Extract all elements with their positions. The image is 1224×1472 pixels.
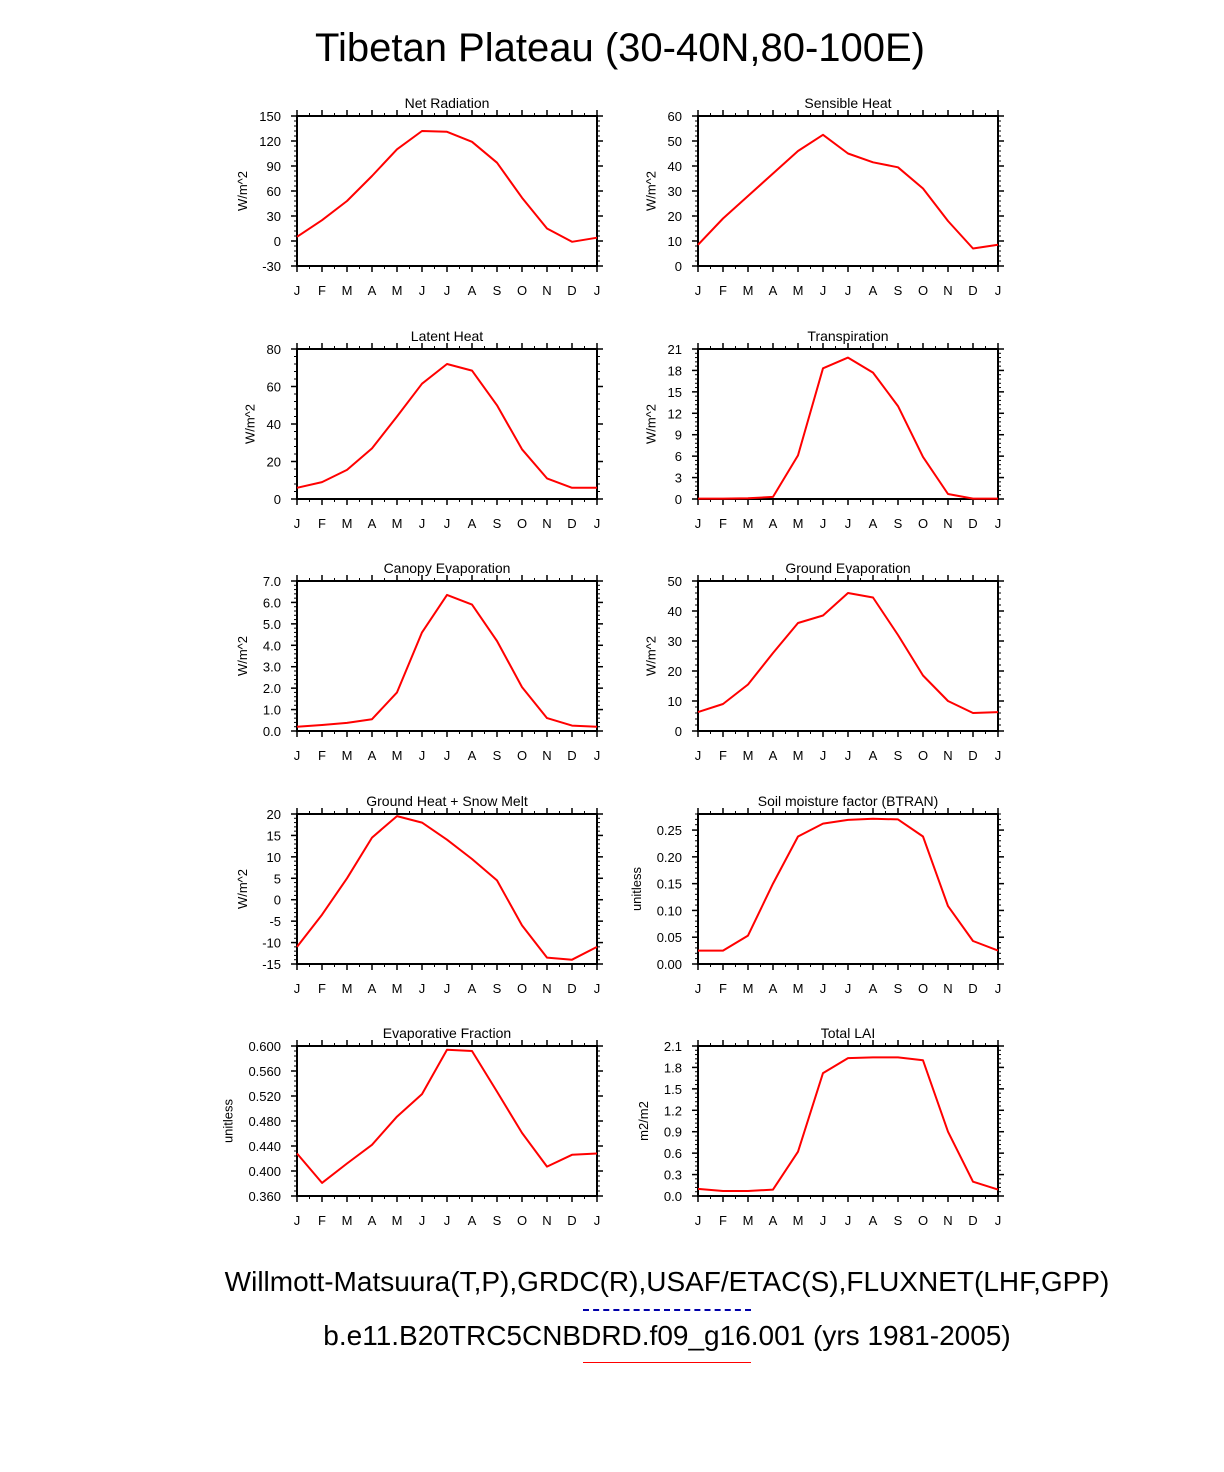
- y-tick-label: 0.20: [656, 849, 682, 865]
- y-tick-label: 0.3: [663, 1167, 682, 1183]
- x-tick-label: D: [567, 516, 577, 531]
- y-axis-label: W/m^2: [643, 170, 659, 212]
- plot-frame: [698, 349, 998, 499]
- x-tick-label: D: [968, 1213, 978, 1228]
- x-tick-label: D: [968, 748, 978, 763]
- panel-title: Total LAI: [820, 1025, 876, 1041]
- y-tick-label: 20: [667, 664, 682, 679]
- x-tick-label: O: [917, 981, 929, 996]
- x-tick-label: S: [492, 1213, 502, 1228]
- x-tick-label: N: [943, 1213, 953, 1228]
- y-tick-label: 30: [667, 184, 682, 199]
- x-tick-label: J: [994, 283, 1002, 298]
- x-tick-label: F: [719, 748, 727, 763]
- y-tick-label: 60: [266, 184, 281, 199]
- x-tick-label: J: [443, 516, 451, 531]
- plot-frame: [297, 349, 597, 499]
- series-line: [297, 1050, 597, 1183]
- y-tick-label: 3: [674, 470, 682, 486]
- y-tick-label: 0: [674, 724, 682, 739]
- x-tick-label: O: [917, 283, 929, 298]
- x-tick-label: A: [367, 1213, 377, 1228]
- y-axis-label: W/m^2: [235, 170, 251, 212]
- y-axis-label: W/m^2: [235, 635, 251, 677]
- x-tick-label: J: [293, 748, 301, 763]
- x-tick-label: M: [742, 283, 754, 298]
- x-tick-label: M: [391, 283, 403, 298]
- panel-title: Sensible Heat: [804, 95, 892, 111]
- x-tick-label: J: [694, 516, 702, 531]
- x-tick-label: J: [593, 981, 601, 996]
- panel-title: Soil moisture factor (BTRAN): [757, 793, 939, 809]
- x-tick-label: F: [719, 981, 727, 996]
- y-tick-label: 0.9: [663, 1124, 682, 1140]
- x-tick-label: M: [792, 516, 804, 531]
- x-tick-label: M: [391, 1213, 403, 1228]
- panel-title: Latent Heat: [410, 328, 484, 344]
- x-tick-label: O: [917, 748, 929, 763]
- y-tick-label: 0.440: [248, 1139, 281, 1154]
- y-axis-label: W/m^2: [643, 403, 659, 445]
- series-line: [698, 1057, 998, 1191]
- panel-title: Net Radiation: [404, 95, 490, 111]
- x-tick-label: J: [694, 981, 702, 996]
- x-tick-label: S: [893, 748, 903, 763]
- y-tick-label: 30: [667, 634, 682, 649]
- x-tick-label: A: [467, 283, 477, 298]
- y-tick-label: 1.8: [663, 1060, 682, 1076]
- x-tick-label: S: [492, 748, 502, 763]
- x-tick-label: M: [341, 981, 353, 996]
- x-tick-label: M: [792, 283, 804, 298]
- y-tick-label: 15: [667, 384, 682, 400]
- y-tick-label: 1.0: [262, 702, 281, 718]
- y-tick-label: 0: [674, 492, 682, 507]
- x-tick-label: S: [492, 981, 502, 996]
- x-tick-label: A: [868, 1213, 878, 1228]
- y-tick-label: 5: [273, 871, 281, 887]
- y-tick-label: 40: [266, 417, 281, 432]
- chart-panel: [629, 793, 1004, 996]
- x-tick-label: A: [467, 516, 477, 531]
- figure-title: Tibetan Plateau (30-40N,80-100E): [315, 26, 925, 70]
- x-tick-label: J: [994, 748, 1002, 763]
- x-tick-label: J: [593, 516, 601, 531]
- x-tick-label: F: [318, 748, 326, 763]
- x-tick-label: A: [367, 283, 377, 298]
- x-tick-label: A: [467, 748, 477, 763]
- x-tick-label: O: [516, 1213, 528, 1228]
- x-tick-label: A: [367, 516, 377, 531]
- x-tick-label: M: [341, 1213, 353, 1228]
- x-tick-label: S: [893, 283, 903, 298]
- y-axis-label: W/m^2: [643, 635, 659, 677]
- y-tick-label: 0.360: [248, 1189, 281, 1204]
- x-tick-label: F: [719, 516, 727, 531]
- x-tick-label: A: [768, 1213, 778, 1228]
- x-tick-label: A: [868, 516, 878, 531]
- x-tick-label: M: [391, 516, 403, 531]
- x-tick-label: M: [742, 1213, 754, 1228]
- x-tick-label: J: [443, 283, 451, 298]
- x-tick-label: F: [318, 1213, 326, 1228]
- y-tick-label: 0: [273, 492, 281, 507]
- x-tick-label: J: [819, 748, 827, 763]
- y-tick-label: 20: [266, 807, 281, 822]
- chart-panel: [235, 95, 603, 298]
- x-tick-label: S: [893, 1213, 903, 1228]
- x-tick-label: A: [768, 516, 778, 531]
- x-tick-label: A: [868, 981, 878, 996]
- x-tick-label: J: [293, 981, 301, 996]
- y-tick-label: 4.0: [262, 638, 281, 654]
- x-tick-label: M: [391, 748, 403, 763]
- model-legend-line: [583, 1362, 751, 1363]
- plot-frame: [698, 814, 998, 964]
- y-tick-label: 40: [667, 159, 682, 174]
- y-tick-label: 0.0: [663, 1189, 682, 1204]
- y-tick-label: 6.0: [262, 595, 281, 611]
- x-tick-label: M: [792, 981, 804, 996]
- x-tick-label: M: [391, 981, 403, 996]
- y-tick-label: 1.5: [663, 1081, 682, 1097]
- x-tick-label: A: [768, 748, 778, 763]
- x-tick-label: J: [844, 516, 852, 531]
- x-tick-label: J: [844, 283, 852, 298]
- y-axis-label: W/m^2: [235, 868, 251, 910]
- y-tick-label: 10: [667, 694, 682, 709]
- x-tick-label: A: [367, 748, 377, 763]
- x-tick-label: D: [968, 516, 978, 531]
- y-tick-label: 90: [266, 159, 281, 174]
- plot-frame: [698, 1046, 998, 1196]
- x-tick-label: N: [943, 283, 953, 298]
- x-tick-label: D: [567, 1213, 577, 1228]
- x-tick-label: J: [844, 1213, 852, 1228]
- x-tick-label: J: [694, 1213, 702, 1228]
- x-tick-label: M: [341, 516, 353, 531]
- x-tick-label: J: [418, 748, 426, 763]
- y-tick-label: 0.15: [656, 876, 682, 892]
- x-tick-label: J: [819, 981, 827, 996]
- x-tick-label: F: [719, 1213, 727, 1228]
- y-tick-label: 120: [259, 134, 281, 149]
- x-tick-label: J: [418, 516, 426, 531]
- series-line: [698, 358, 998, 499]
- x-tick-label: N: [542, 748, 552, 763]
- x-tick-label: J: [819, 283, 827, 298]
- x-tick-label: J: [819, 516, 827, 531]
- x-tick-label: A: [467, 981, 477, 996]
- x-tick-label: N: [542, 981, 552, 996]
- y-tick-label: 0.05: [656, 930, 682, 946]
- y-tick-label: 50: [667, 574, 682, 589]
- y-tick-label: 18: [667, 363, 682, 379]
- x-tick-label: S: [893, 516, 903, 531]
- series-line: [297, 364, 597, 488]
- x-tick-label: D: [968, 981, 978, 996]
- x-tick-label: F: [318, 516, 326, 531]
- x-tick-label: M: [742, 981, 754, 996]
- y-tick-label: 0.10: [656, 903, 682, 919]
- y-tick-label: 12: [667, 406, 682, 422]
- plot-frame: [297, 116, 597, 266]
- x-tick-label: S: [893, 981, 903, 996]
- plot-frame: [297, 1046, 597, 1196]
- x-tick-label: F: [719, 283, 727, 298]
- y-tick-label: 0: [273, 892, 281, 908]
- chart-panel: [643, 560, 1004, 763]
- x-tick-label: F: [318, 981, 326, 996]
- x-tick-label: N: [542, 516, 552, 531]
- x-tick-label: N: [943, 748, 953, 763]
- y-axis-label: W/m^2: [242, 403, 258, 445]
- observations-caption: Willmott-Matsuura(T,P),GRDC(R),USAF/ETAC(S),FLUXNET(LHF,GPP): [224, 1266, 1110, 1297]
- chart-panel: [221, 1025, 604, 1228]
- x-tick-label: O: [917, 1213, 929, 1228]
- x-tick-label: J: [994, 1213, 1002, 1228]
- y-tick-label: 21: [667, 342, 682, 357]
- x-tick-label: O: [917, 516, 929, 531]
- plot-frame: [297, 581, 597, 731]
- observations-legend-line: [583, 1309, 751, 1311]
- y-tick-label: 9: [674, 427, 682, 443]
- y-axis-label: m2/m2: [636, 1101, 652, 1141]
- y-tick-label: 2.1: [663, 1039, 682, 1054]
- x-tick-label: O: [516, 748, 528, 763]
- series-line: [698, 819, 998, 951]
- y-tick-label: 10: [266, 849, 281, 865]
- x-tick-label: S: [492, 283, 502, 298]
- x-tick-label: O: [516, 283, 528, 298]
- y-tick-label: -10: [262, 935, 281, 951]
- x-tick-label: M: [792, 1213, 804, 1228]
- y-tick-label: 60: [266, 379, 281, 395]
- y-tick-label: 5.0: [262, 616, 281, 632]
- plot-frame: [698, 581, 998, 731]
- y-tick-label: 0.6: [663, 1146, 682, 1162]
- x-tick-label: A: [467, 1213, 477, 1228]
- x-tick-label: J: [994, 981, 1002, 996]
- y-tick-label: 20: [266, 454, 281, 470]
- y-tick-label: -5: [269, 914, 281, 930]
- y-tick-label: 20: [667, 209, 682, 224]
- x-tick-label: N: [943, 516, 953, 531]
- y-tick-label: 0.560: [248, 1064, 281, 1079]
- chart-panel: [636, 1025, 1004, 1228]
- x-tick-label: M: [742, 516, 754, 531]
- series-line: [297, 816, 597, 960]
- x-tick-label: A: [367, 981, 377, 996]
- chart-panel: [242, 328, 603, 531]
- x-tick-label: J: [593, 283, 601, 298]
- plot-frame: [297, 814, 597, 964]
- chart-panel: [643, 328, 1004, 531]
- y-tick-label: 0.00: [656, 957, 682, 972]
- x-tick-label: M: [742, 748, 754, 763]
- x-tick-label: N: [542, 1213, 552, 1228]
- y-tick-label: 0.25: [656, 823, 682, 839]
- x-tick-label: S: [492, 516, 502, 531]
- y-tick-label: 0.400: [248, 1164, 281, 1179]
- x-tick-label: D: [567, 283, 577, 298]
- x-tick-label: J: [418, 283, 426, 298]
- x-tick-label: A: [768, 283, 778, 298]
- x-tick-label: O: [516, 516, 528, 531]
- y-tick-label: 0.520: [248, 1089, 281, 1104]
- y-tick-label: 0.480: [248, 1114, 281, 1129]
- x-tick-label: D: [567, 981, 577, 996]
- y-tick-label: 0.600: [248, 1039, 281, 1054]
- series-line: [698, 593, 998, 713]
- x-tick-label: N: [943, 981, 953, 996]
- panel-title: Ground Heat + Snow Melt: [366, 793, 528, 809]
- series-line: [297, 131, 597, 242]
- series-line: [297, 595, 597, 727]
- case-caption: b.e11.B20TRC5CNBDRD.f09_g16.001 (yrs 1981-2005): [323, 1320, 1011, 1351]
- y-tick-label: 50: [667, 134, 682, 149]
- x-tick-label: J: [418, 981, 426, 996]
- x-tick-label: J: [994, 516, 1002, 531]
- x-tick-label: J: [819, 1213, 827, 1228]
- x-tick-label: O: [516, 981, 528, 996]
- x-tick-label: A: [868, 748, 878, 763]
- x-tick-label: J: [293, 283, 301, 298]
- x-tick-label: A: [868, 283, 878, 298]
- x-tick-label: J: [694, 748, 702, 763]
- chart-panel: [235, 793, 603, 996]
- y-tick-label: 15: [266, 828, 281, 844]
- plot-frame: [698, 116, 998, 266]
- y-tick-label: 7.0: [262, 574, 281, 589]
- x-tick-label: J: [694, 283, 702, 298]
- x-tick-label: J: [593, 1213, 601, 1228]
- x-tick-label: J: [443, 1213, 451, 1228]
- y-axis-label: unitless: [220, 1098, 236, 1144]
- y-tick-label: -15: [262, 957, 281, 972]
- panel-title: Canopy Evaporation: [383, 560, 511, 576]
- y-tick-label: 0.0: [262, 724, 281, 739]
- chart-panel: [643, 95, 1004, 298]
- y-tick-label: 2.0: [262, 681, 281, 697]
- panel-title: Evaporative Fraction: [382, 1025, 512, 1041]
- x-tick-label: J: [593, 748, 601, 763]
- x-tick-label: J: [443, 981, 451, 996]
- x-tick-label: M: [792, 748, 804, 763]
- y-tick-label: -30: [262, 259, 281, 274]
- y-tick-label: 3.0: [262, 659, 281, 675]
- x-tick-label: J: [443, 748, 451, 763]
- x-tick-label: J: [844, 748, 852, 763]
- y-tick-label: 10: [667, 234, 682, 249]
- y-tick-label: 0: [674, 259, 682, 274]
- series-line: [698, 135, 998, 249]
- y-tick-label: 0: [273, 234, 281, 249]
- chart-panel: [235, 560, 603, 763]
- x-tick-label: J: [293, 516, 301, 531]
- x-tick-label: A: [768, 981, 778, 996]
- y-axis-label: unitless: [628, 866, 644, 912]
- panel-title: Ground Evaporation: [785, 560, 911, 576]
- y-tick-label: 30: [266, 209, 281, 224]
- y-tick-label: 40: [667, 604, 682, 619]
- x-tick-label: F: [318, 283, 326, 298]
- y-tick-label: 150: [259, 109, 281, 124]
- x-tick-label: D: [968, 283, 978, 298]
- y-tick-label: 1.2: [663, 1103, 682, 1119]
- x-tick-label: M: [341, 748, 353, 763]
- x-tick-label: N: [542, 283, 552, 298]
- x-tick-label: J: [844, 981, 852, 996]
- x-tick-label: J: [418, 1213, 426, 1228]
- panel-title: Transpiration: [807, 328, 889, 344]
- y-tick-label: 6: [674, 449, 682, 465]
- y-tick-label: 60: [667, 109, 682, 124]
- x-tick-label: D: [567, 748, 577, 763]
- x-tick-label: J: [293, 1213, 301, 1228]
- x-tick-label: M: [341, 283, 353, 298]
- y-tick-label: 80: [266, 342, 281, 357]
